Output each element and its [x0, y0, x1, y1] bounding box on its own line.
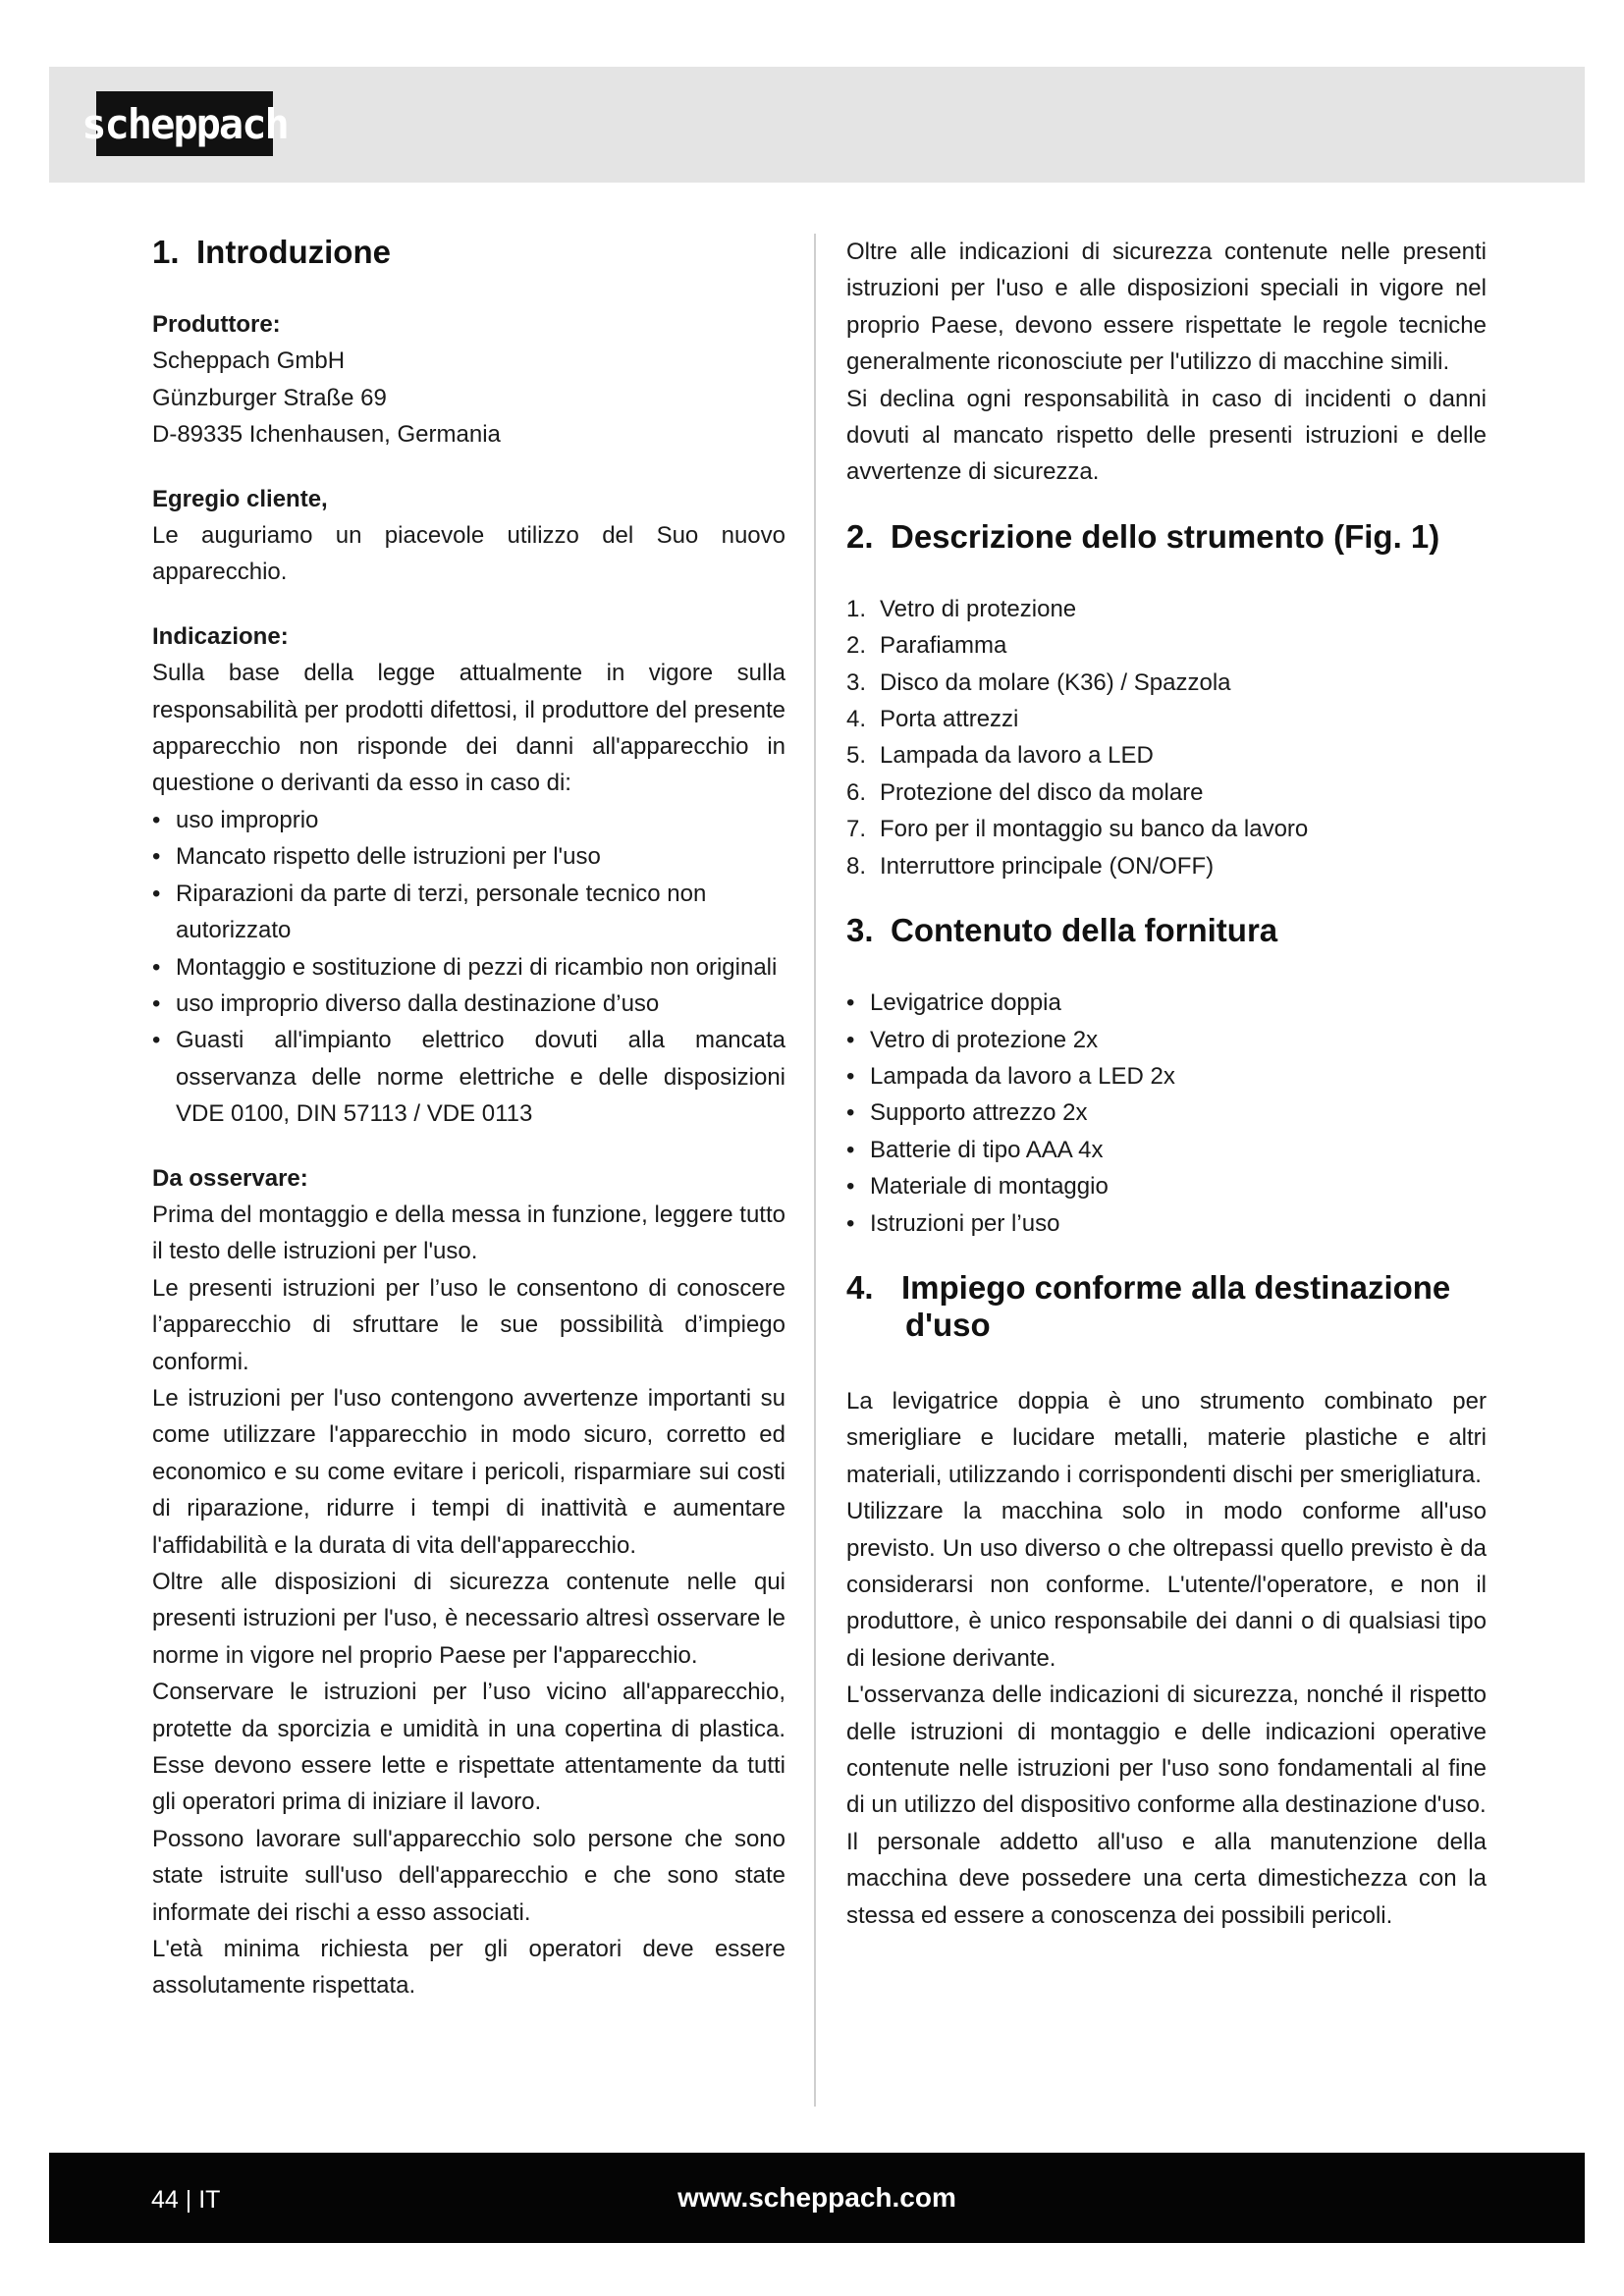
use-paragraph: Il personale addetto all'uso e alla manutenzione della macchina deve possedere una certa dimestichezza con la stessa ed essere a conoscenza dei possibili pericoli. — [846, 1828, 1487, 1929]
right-column — [846, 234, 1487, 1934]
list-item: • Batterie di tipo AAA 4x — [846, 1132, 1487, 1168]
list-item: • Materiale di montaggio — [846, 1168, 1487, 1204]
observe-paragraph: Le presenti istruzioni per l’uso le consentono di conoscere l’apparecchio di sfruttare le sue possibilità d’impiego conformi. — [152, 1274, 785, 1375]
notice-list — [152, 802, 785, 1133]
supply-list — [846, 985, 1487, 1242]
section-1-heading: 1. Introduzione — [152, 234, 391, 270]
manufacturer-line: Günzburger Straße 69 — [152, 384, 387, 411]
list-item: 8. Interruttore principale (ON/OFF) — [846, 852, 1215, 880]
list-item: • Supporto attrezzo 2x — [846, 1095, 1487, 1131]
use-paragraph: Utilizzare la macchina solo in modo conforme all'uso previsto. Un uso diverso o che oltrepassi quello previsto è da considerarsi non conforme. L'utente/l'operatore, e non il produttore, è unico responsabile dei danni o di qualsiasi tipo di lesione derivante. — [846, 1498, 1487, 1672]
notice-label: Indicazione: — [152, 622, 289, 650]
manufacturer-line: Scheppach GmbH — [152, 347, 346, 375]
list-item: • uso improprio — [152, 802, 785, 838]
list-item: • Guasti all'impianto elettrico dovuti alla mancata osservanza delle norme elettriche e delle disposizioni VDE 0100, DIN 57113 / VDE 0113 — [152, 1022, 785, 1132]
list-item: • uso improprio diverso dalla destinazione d’uso — [152, 986, 785, 1022]
header-band — [49, 67, 1585, 183]
greeting-text: Le auguriamo un piacevole utilizzo del Suo nuovo apparecchio. — [152, 522, 785, 586]
use-paragraph: L'osservanza delle indicazioni di sicurezza, nonché il rispetto delle istruzioni di montaggio e delle indicazioni operative contenute nelle istruzioni per l'uso sono fondamentali al fine di un utilizzo del dispositivo conforme alla destinazione d'uso. — [846, 1682, 1487, 1819]
list-item: 3. Disco da molare (K36) / Spazzola — [846, 668, 1231, 696]
list-item: 6. Protezione del disco da molare — [846, 778, 1204, 806]
list-item: • Lampada da lavoro a LED 2x — [846, 1058, 1487, 1095]
footer-band — [49, 2153, 1585, 2243]
list-item: 4. Porta attrezzi — [846, 706, 1019, 733]
list-item: • Riparazioni da parte di terzi, personale tecnico non autorizzato — [152, 876, 785, 949]
section-2-heading: 2. Descrizione dello strumento (Fig. 1) — [846, 517, 1440, 555]
greeting-label: Egregio cliente, — [152, 485, 328, 512]
notice-text: Sulla base della legge attualmente in vigore sulla responsabilità per prodotti difettosi, il produttore del presente apparecchio non risponde dei danni all'apparecchio in questione o derivanti da esso in caso di: — [152, 660, 785, 797]
manufacturer-label: Produttore: — [152, 311, 281, 338]
list-item: 2. Parafiamma — [846, 632, 1007, 660]
parts-list — [846, 591, 1487, 884]
list-item: • Istruzioni per l’uso — [846, 1205, 1487, 1242]
list-item: 5. Lampada da lavoro a LED — [846, 742, 1154, 770]
observe-paragraph: Conservare le istruzioni per l’uso vicino all'apparecchio, protette da sporcizia e umidità in una copertina di plastica. Esse devono essere lette e rispettate attentamente da tutti gli operatori prima di iniziare il lavoro. — [152, 1679, 785, 1816]
section-4-heading: 4. Impiego conforme alla destinazione d'uso — [846, 1268, 1451, 1343]
column-divider — [814, 234, 816, 2107]
observe-paragraph: L'età minima richiesta per gli operatori deve essere assolutamente rispettata. — [152, 1936, 785, 2000]
observe-paragraph: Oltre alle disposizioni di sicurezza contenute nelle qui presenti istruzioni per l'uso, è necessario altresì osservare le norme in vigore nel proprio Paese per l'apparecchio. — [152, 1569, 785, 1669]
list-item: • Montaggio e sostituzione di pezzi di ricambio non originali — [152, 949, 785, 986]
list-item: • Mancato rispetto delle istruzioni per l'uso — [152, 838, 785, 875]
observe-paragraph: Le istruzioni per l'uso contengono avvertenze importanti su come utilizzare l'apparecchio in modo sicuro, corretto ed economico e su come evitare i pericoli, risparmiare sui costi di riparazione, ridurre i tempi di inattività e aumentare l'affidabilità e la durata di vita dell'apparecchio. — [152, 1384, 785, 1559]
list-item: 7. Foro per il montaggio su banco da lavoro — [846, 816, 1309, 843]
list-item: • Levigatrice doppia — [846, 985, 1487, 1021]
manufacturer-line: D-89335 Ichenhausen, Germania — [152, 421, 501, 449]
website-link[interactable]: www.scheppach.com — [677, 2182, 956, 2213]
list-item: 1. Vetro di protezione — [846, 595, 1077, 622]
page-number: 44 | IT — [151, 2186, 221, 2214]
intro-paragraph: Si declina ogni responsabilità in caso di incidenti o danni dovuti al mancato rispetto delle presenti istruzioni e delle avvertenze di sicurezza. — [846, 385, 1487, 486]
list-item: • Vetro di protezione 2x — [846, 1022, 1487, 1058]
left-column — [152, 234, 785, 2004]
observe-paragraph: Prima del montaggio e della messa in funzione, leggere tutto il testo delle istruzioni per l'uso. — [152, 1201, 785, 1265]
observe-label: Da osservare: — [152, 1164, 308, 1192]
scheppach-logo: scheppach — [96, 91, 273, 156]
use-paragraph: La levigatrice doppia è uno strumento combinato per smerigliare e lucidare metalli, materie plastiche e altri materiali, utilizzando i corrispondenti dischi per smerigliatura. — [846, 1387, 1487, 1488]
observe-paragraph: Possono lavorare sull'apparecchio solo persone che sono state istruite sull'uso dell'apparecchio e che sono state informate dei rischi a esso associati. — [152, 1825, 785, 1926]
section-3-heading: 3. Contenuto della fornitura — [846, 912, 1278, 949]
intro-paragraph: Oltre alle indicazioni di sicurezza contenute nelle presenti istruzioni per l'uso e alle disposizioni speciali in vigore nel proprio Paese, devono essere rispettate le regole tecniche generalmente riconosciute per l'utilizzo di macchine simili. — [846, 239, 1487, 376]
